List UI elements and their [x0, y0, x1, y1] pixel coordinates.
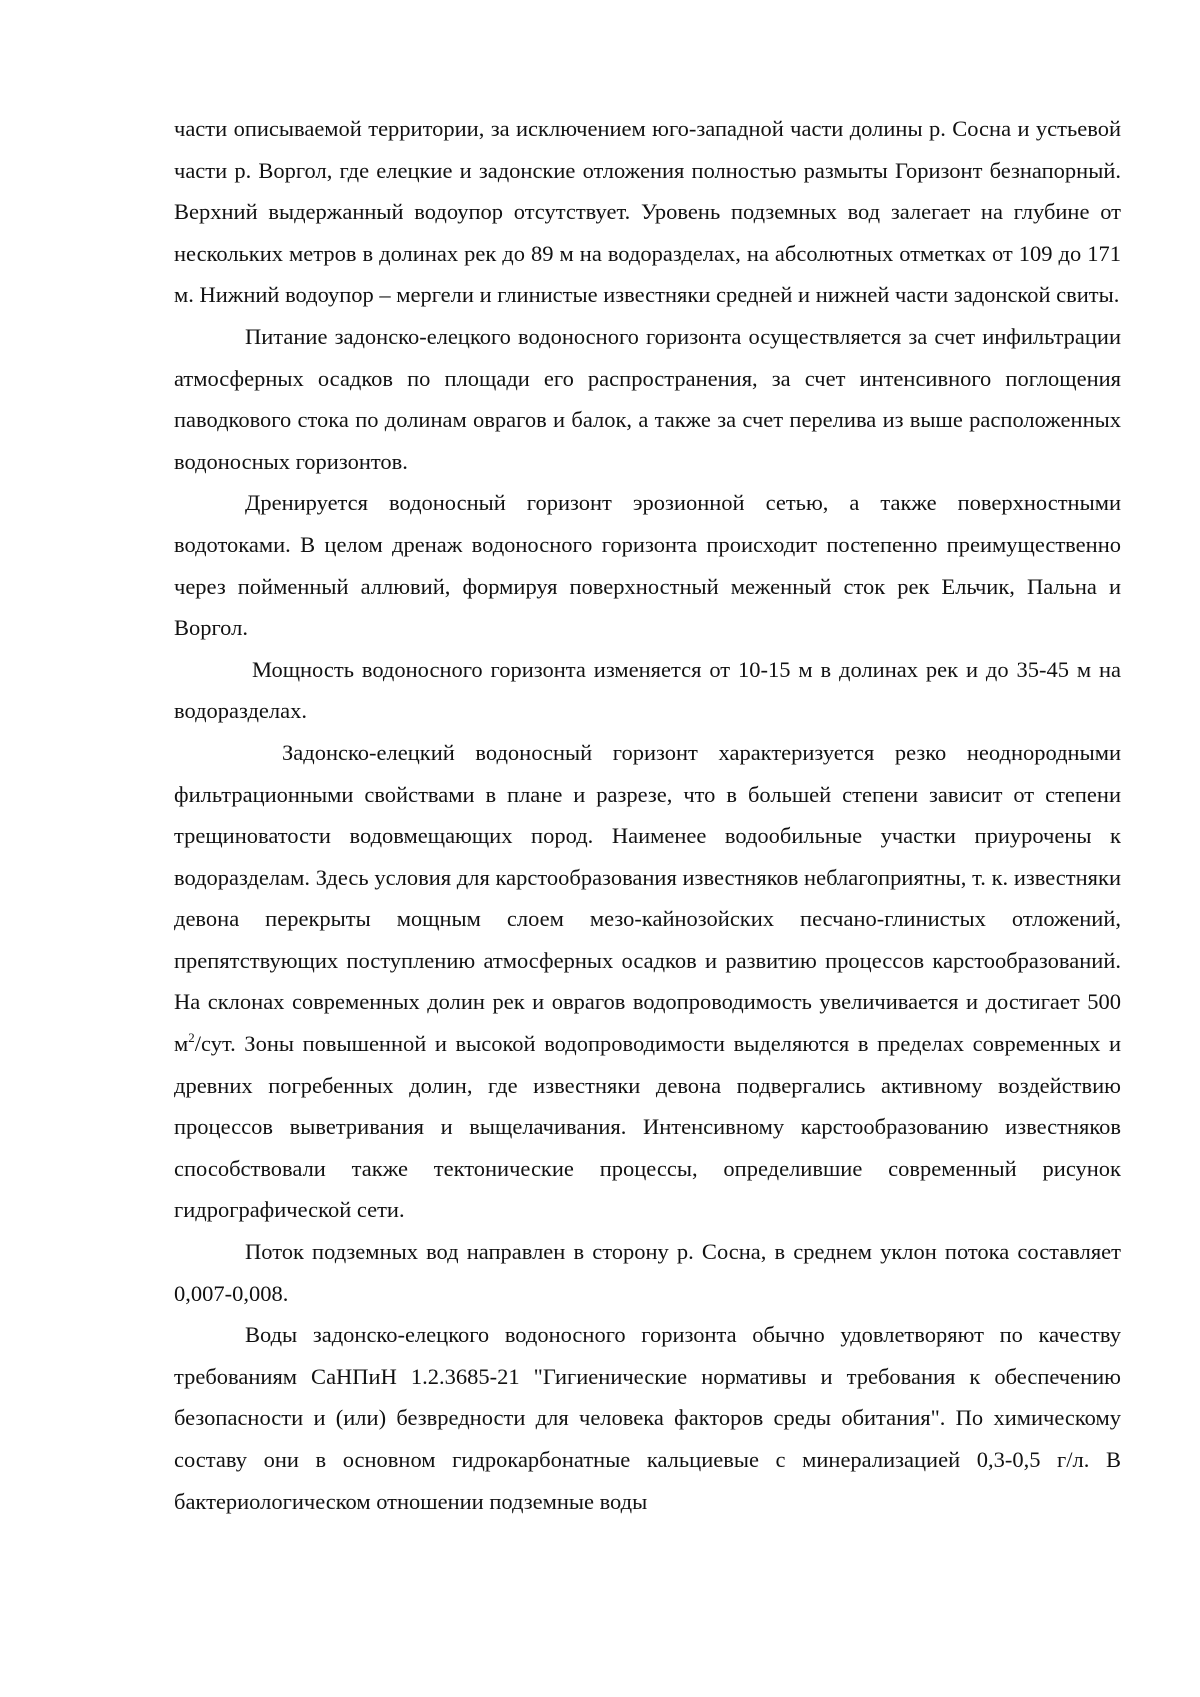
- paragraph-1: части описываемой территории, за исключением юго-западной части долины р. Сосна и устьевой части р. Воргол, где елецкие и задонские отложения полностью размыты Горизонт безнапорный. Верхний выдержанный водоупор отсутствует. Уровень подземных вод залегает на глубине от нескольких метров в долинах рек до 89 м на водоразделах, на абсолютных отметках от 109 до 171 м. Нижний водоупор – мергели и глинистые известняки средней и нижней части задонской свиты.: [174, 116, 1121, 308]
- paragraph-5: [174, 732, 1121, 1231]
- paragraph-2: Питание задонско-елецкого водоносного горизонта осуществляется за счет инфильтрации атмосферных осадков по площади его распространения, за счет интенсивного поглощения паводкового стока по долинам оврагов и балок, а также за счет перелива из выше расположенных водоносных горизонтов.: [174, 323, 1121, 474]
- paragraph-5-text-end: /сут. Зоны повышенной и высокой водопроводимости выделяются в пределах современных и древних погребенных долин, где известняки девона подвергались активному воздействию процессов выветривания и выщелачивания. Интенсивному карстообразованию известняков способствовали также тектонические процессы, определившие современный рисунок гидрографической сети.: [174, 1031, 1121, 1223]
- paragraph-5-text-start: Задонско-елецкий водоносный горизонт характеризуется резко неоднородными фильтрационными свойствами в плане и разрезе, что в большей степени зависит от степени трещиноватости водовмещающих пород. Наименее водообильные участки приурочены к водоразделам. Здесь условия для карстообразования известняков неблагоприятны, т. к. известняки девона перекрыты мощным слоем мезо-кайнозойских песчано-глинистых отложений, препятствующих поступлению атмосферных осадков и развитию процессов карстообразований. На склонах современных долин рек и оврагов водопроводимость увеличивается и достигает 500 м: [174, 739, 1121, 1057]
- square-superscript: 2: [188, 1030, 195, 1046]
- document-page: [174, 108, 1121, 1522]
- paragraph-3: Дренируется водоносный горизонт эрозионной сетью, а также поверхностными водотоками. В целом дренаж водоносного горизонта происходит постепенно преимущественно через пойменный аллювий, формируя поверхностный меженный сток рек Ельчик, Пальна и Воргол.: [174, 490, 1121, 641]
- paragraph-6: Поток подземных вод направлен в сторону р. Сосна, в среднем уклон потока составляет 0,007-0,008.: [174, 1239, 1121, 1306]
- paragraph-4: Мощность водоносного горизонта изменяется от 10-15 м в долинах рек и до 35-45 м на водоразделах.: [174, 656, 1121, 724]
- paragraph-7: Воды задонско-елецкого водоносного горизонта обычно удовлетворяют по качеству требованиям СаНПиН 1.2.3685-21 "Гигиенические нормативы и требования к обеспечению безопасности и (или) безвредности для человека факторов среды обитания". По химическому составу они в основном гидрокарбонатные кальциевые с минерализацией 0,3-0,5 г/л. В бактериологическом отношении подземные воды: [174, 1322, 1121, 1514]
